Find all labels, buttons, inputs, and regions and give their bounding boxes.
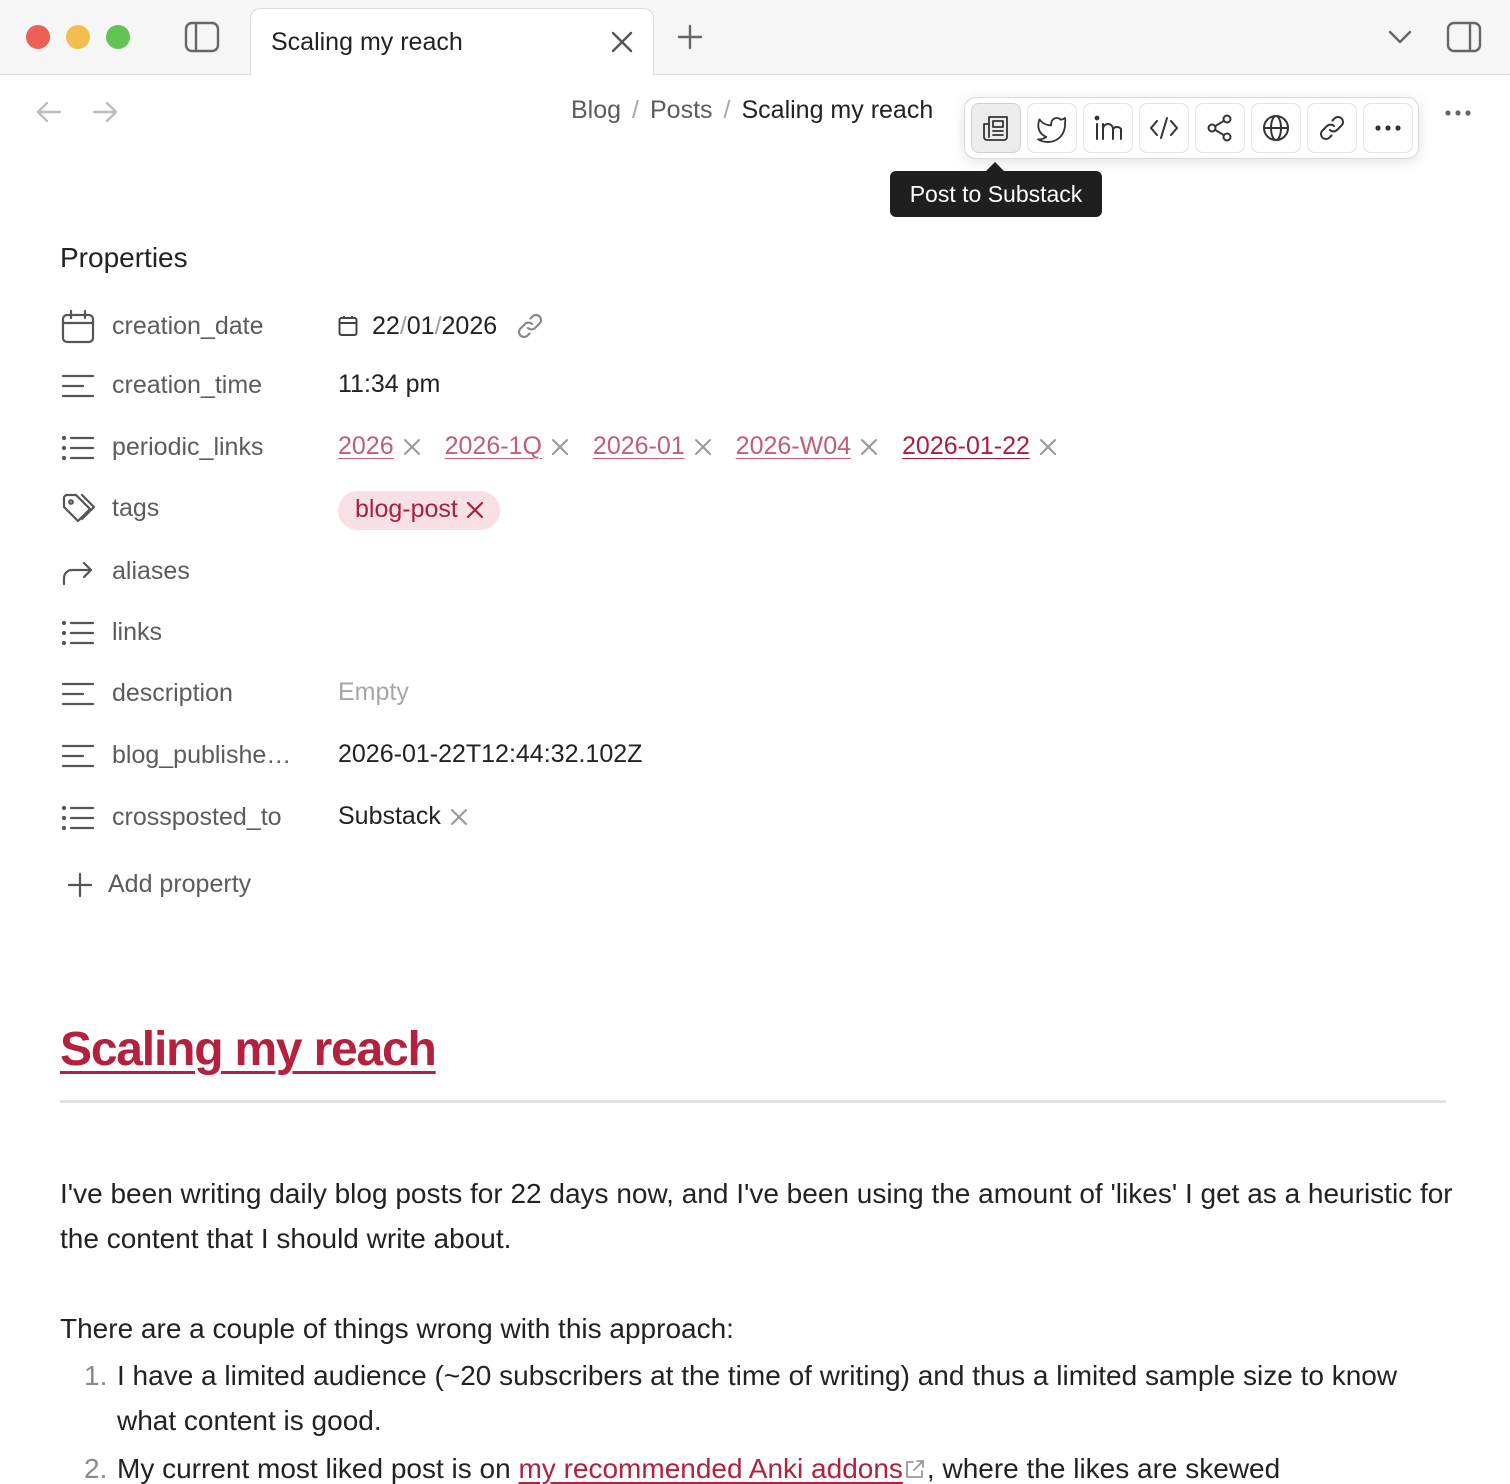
external-link[interactable]: my recommended Anki addons bbox=[518, 1453, 903, 1484]
property-key[interactable]: crossposted_to bbox=[112, 803, 282, 831]
publish-web-button[interactable] bbox=[1251, 103, 1301, 153]
remove-icon[interactable] bbox=[466, 501, 484, 519]
more-options-button[interactable] bbox=[1363, 103, 1413, 153]
periodic-link[interactable]: 2026-1Q bbox=[444, 432, 542, 460]
property-row-description bbox=[60, 672, 1440, 716]
remove-icon[interactable] bbox=[449, 807, 469, 827]
back-arrow-icon[interactable] bbox=[34, 97, 64, 127]
zoom-window-button[interactable] bbox=[106, 25, 130, 49]
right-sidebar-toggle-icon[interactable] bbox=[1445, 20, 1483, 54]
copy-link-button[interactable] bbox=[1307, 103, 1357, 153]
list-item-text: My current most liked post is on bbox=[117, 1453, 519, 1484]
periodic-link[interactable]: 2026-01-22 bbox=[902, 432, 1030, 460]
more-horizontal-icon[interactable] bbox=[1444, 100, 1474, 126]
left-sidebar-toggle-icon[interactable] bbox=[183, 20, 221, 54]
creation-date-value[interactable] bbox=[338, 311, 545, 341]
chevron-down-icon[interactable] bbox=[1385, 24, 1415, 50]
date-separator: / bbox=[434, 311, 442, 340]
remove-icon[interactable] bbox=[1038, 437, 1058, 457]
embed-code-button[interactable] bbox=[1139, 103, 1189, 153]
title-bar bbox=[0, 0, 1510, 75]
tag-label: blog-post bbox=[355, 495, 458, 523]
plus-icon bbox=[66, 871, 94, 899]
link-icon bbox=[1317, 113, 1347, 143]
paragraph: I've been writing daily blog posts for 22 days now, and I've been using the amount of 'likes' I get as a heuristic for the content that I should write about. bbox=[60, 1178, 1453, 1254]
remove-icon[interactable] bbox=[550, 437, 570, 457]
list-item-text: I have a limited audience (~20 subscribers at the time of writing) and thus a limited sample size to know what content is good. bbox=[117, 1360, 1398, 1436]
divider bbox=[60, 1100, 1446, 1103]
remove-icon[interactable] bbox=[693, 437, 713, 457]
property-key[interactable]: description bbox=[112, 679, 233, 707]
remove-icon[interactable] bbox=[859, 437, 879, 457]
list-item-text: , where the likes are skewed bbox=[926, 1453, 1281, 1484]
publish-toolbar bbox=[964, 97, 1419, 159]
share-icon bbox=[1205, 113, 1235, 143]
periodic-link[interactable]: 2026-01 bbox=[592, 432, 685, 460]
property-row-aliases bbox=[60, 550, 1440, 594]
property-row-creation-date bbox=[60, 305, 1440, 349]
property-key[interactable]: creation_time bbox=[112, 371, 263, 399]
breadcrumb-blog[interactable]: Blog bbox=[571, 96, 622, 124]
tooltip: Post to Substack bbox=[890, 171, 1102, 217]
periodic-link[interactable]: 2026 bbox=[338, 432, 394, 460]
periodic-link[interactable]: 2026-W04 bbox=[735, 432, 852, 460]
post-to-twitter-button[interactable] bbox=[1027, 103, 1077, 153]
forward-arrow-icon[interactable] bbox=[90, 97, 120, 127]
date-month: 01 bbox=[406, 311, 435, 340]
text-lines-icon[interactable] bbox=[60, 368, 96, 404]
new-tab-icon[interactable] bbox=[675, 22, 705, 52]
calendar-icon[interactable] bbox=[60, 309, 96, 345]
breadcrumb-posts[interactable]: Posts bbox=[650, 96, 713, 124]
list-item bbox=[60, 1446, 1460, 1484]
property-key[interactable]: tags bbox=[112, 494, 160, 522]
code-icon bbox=[1148, 114, 1180, 142]
tag-pill[interactable] bbox=[338, 491, 500, 530]
date-day: 22 bbox=[372, 311, 400, 340]
more-horizontal-icon bbox=[1374, 124, 1402, 132]
tag-icon[interactable] bbox=[60, 491, 96, 527]
property-row-links bbox=[60, 611, 1440, 655]
list-number: 1. bbox=[84, 1360, 108, 1391]
post-to-linkedin-button[interactable] bbox=[1083, 103, 1133, 153]
tab-scaling-my-reach[interactable] bbox=[250, 8, 654, 76]
list-number: 2. bbox=[84, 1453, 108, 1484]
blog-published-value[interactable]: 2026-01-22T12:44:32.102Z bbox=[338, 740, 643, 768]
property-key[interactable]: links bbox=[112, 618, 163, 646]
date-separator: / bbox=[399, 311, 407, 340]
property-key[interactable]: periodic_links bbox=[112, 433, 264, 461]
property-key[interactable]: creation_date bbox=[112, 312, 264, 340]
list-item bbox=[60, 1353, 1460, 1443]
minimize-window-button[interactable] bbox=[66, 25, 90, 49]
list-icon[interactable] bbox=[60, 615, 96, 651]
add-property-label: Add property bbox=[108, 870, 252, 898]
description-value[interactable]: Empty bbox=[338, 678, 409, 706]
newspaper-icon bbox=[981, 113, 1011, 143]
paragraph: There are a couple of things wrong with this approach: bbox=[60, 1313, 734, 1344]
property-key[interactable]: aliases bbox=[112, 557, 190, 585]
share-button[interactable] bbox=[1195, 103, 1245, 153]
crossposted-item[interactable]: Substack bbox=[338, 802, 441, 830]
creation-time-value[interactable]: 11:34 pm bbox=[338, 370, 441, 398]
breadcrumb-separator: / bbox=[632, 96, 639, 124]
property-row-blog-published bbox=[60, 734, 1440, 778]
document-title[interactable]: Scaling my reach bbox=[60, 1023, 436, 1076]
linkedin-icon bbox=[1092, 113, 1124, 143]
post-to-substack-button[interactable] bbox=[971, 103, 1021, 153]
list-icon[interactable] bbox=[60, 430, 96, 466]
text-lines-icon[interactable] bbox=[60, 676, 96, 712]
text-lines-icon[interactable] bbox=[60, 738, 96, 774]
tags-value bbox=[338, 493, 500, 530]
properties-heading[interactable]: Properties bbox=[60, 242, 188, 273]
list-icon[interactable] bbox=[60, 800, 96, 836]
property-row-periodic-links bbox=[60, 426, 1440, 470]
globe-icon bbox=[1261, 113, 1291, 143]
breadcrumb-separator: / bbox=[723, 96, 731, 124]
close-window-button[interactable] bbox=[26, 25, 50, 49]
property-key[interactable]: blog_publishe… bbox=[112, 741, 292, 769]
external-link-icon bbox=[903, 1457, 927, 1481]
add-property-button[interactable] bbox=[66, 870, 251, 899]
link-icon[interactable] bbox=[515, 311, 545, 341]
breadcrumb bbox=[571, 96, 933, 125]
twitter-bird-icon bbox=[1036, 113, 1068, 143]
crossposted-to-value bbox=[338, 802, 492, 831]
remove-icon[interactable] bbox=[402, 437, 422, 457]
breadcrumb-current[interactable]: Scaling my reach bbox=[741, 96, 934, 124]
tab-title: Scaling my reach bbox=[271, 28, 463, 56]
calendar-icon bbox=[338, 315, 358, 337]
periodic-links-value bbox=[338, 432, 1081, 461]
close-icon[interactable] bbox=[609, 29, 635, 55]
property-row-tags bbox=[60, 487, 1440, 531]
forward-arrow-icon[interactable] bbox=[60, 554, 96, 590]
ordered-list bbox=[60, 1353, 1460, 1484]
property-row-creation-time bbox=[60, 364, 1440, 408]
date-year: 2026 bbox=[441, 311, 498, 340]
property-row-crossposted-to bbox=[60, 796, 1440, 840]
